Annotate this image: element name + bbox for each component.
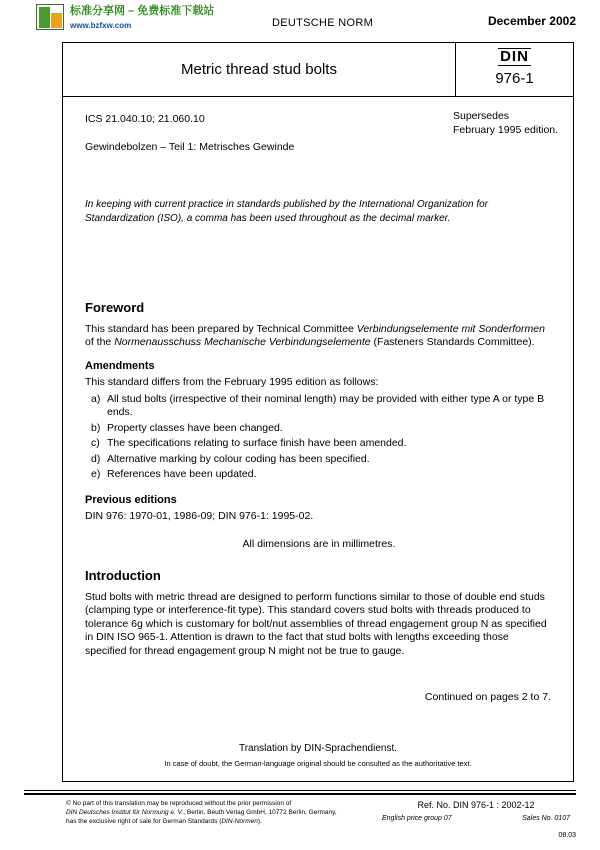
document-frame [62, 42, 574, 782]
publication-date: December 2002 [487, 14, 576, 28]
translation-block [63, 743, 573, 768]
amendments-list [85, 393, 553, 482]
list-item-text: All stud bolts (irrespective of their nominal length) may be provided with either type A or type B ends. [107, 392, 545, 418]
copyright-line-3a: has the exclusive right of sale for German Standards ( [66, 818, 222, 825]
din-number: 976-1 [495, 70, 534, 87]
foreword-text-mid: of the [85, 336, 115, 348]
title-block [63, 43, 573, 97]
list-marker: a) [91, 392, 101, 405]
list-item-text: The specifications relating to surface finish have been amended. [107, 437, 407, 449]
foreword-heading: Foreword [85, 300, 145, 315]
copyright-notice [66, 799, 366, 826]
list-marker: c) [91, 437, 100, 449]
foreword-paragraph [85, 323, 553, 350]
supersedes-block [453, 109, 558, 137]
translation-credit: Translation by DIN-Sprachendienst. [238, 743, 398, 754]
list-marker: d) [91, 452, 101, 465]
deutsche-norm-label: DEUTSCHE NORM [272, 17, 374, 29]
site-banner [0, 0, 600, 34]
foreword-text-post: (Fasteners Standards Committee). [370, 336, 535, 348]
copyright-line-3 [66, 817, 366, 826]
list-item [85, 422, 553, 436]
copyright-institute: DIN Deutsches Institut für Normung e. V. [66, 809, 184, 816]
list-item [85, 468, 553, 482]
continued-note: Continued on pages 2 to 7. [424, 691, 551, 703]
introduction-heading: Introduction [85, 568, 161, 583]
page-code: 08.03 [558, 832, 576, 839]
list-item [85, 453, 553, 467]
previous-editions-heading: Previous editions [85, 493, 177, 506]
supersedes-label: Supersedes [453, 110, 510, 122]
copyright-line-2b: , Berlin, Beuth Verlag GmbH, 10772 Berlin, Germany, [183, 809, 337, 816]
supersedes-edition: February 1995 edition. [453, 124, 559, 136]
list-marker: b) [91, 421, 101, 434]
amendments-intro: This standard differs from the February 1995 edition as follows: [85, 376, 379, 388]
sales-number: Sales No. 0107 [522, 815, 570, 822]
amendments-heading: Amendments [85, 359, 155, 372]
reference-block [376, 800, 576, 822]
site-banner-url[interactable]: www.bzfxw.com [70, 21, 132, 30]
document-body [85, 301, 553, 668]
german-title: Gewindebolzen – Teil 1: Metrisches Gewinde [85, 141, 295, 153]
ics-codes: ICS 21.040.10; 21.060.10 [85, 113, 205, 125]
site-banner-text [70, 2, 270, 30]
dimensions-note: All dimensions are in millimetres. [242, 537, 396, 550]
price-sales-row [376, 815, 576, 822]
foreword-committee-name: Verbindungselemente mit Sonderformen [356, 322, 545, 335]
list-item-text: Property classes have been changed. [107, 421, 283, 434]
page-title: Metric thread stud bolts [181, 61, 337, 78]
price-group: English price group 07 [382, 815, 452, 822]
list-item-text: Alternative marking by colour coding has been specified. [107, 452, 370, 465]
site-banner-title: 标准分享网 – 免费标准下载站 [70, 5, 215, 17]
introduction-text: Stud bolts with metric thread are designed to perform functions similar to those of double end studs (clamping type or interference-fit type). This standard covers stud bolts with threads produced to tolerance 6g which is customary for bolt/nut assemblies of thread engagement group N as specified in DIN ISO 965-1. Attention is drawn to the fact that stud bolts with lengths exceeding those specified for thread engagement group N might not be true to gauge. [85, 590, 547, 657]
site-logo-icon [36, 4, 64, 30]
list-item [85, 393, 553, 420]
foreword-committee-german: Normenausschuss Mechanische Verbindungselemente [114, 336, 371, 348]
footer-divider-thin [24, 790, 576, 791]
copyright-line-3c: ). [257, 818, 262, 825]
iso-decimal-marker-note: In keeping with current practice in standards published by the International Organization for Standardization (ISO), a comma has been used throughout as the decimal marker. [85, 199, 489, 224]
footer-divider-thick [24, 793, 576, 795]
list-item [85, 437, 553, 451]
reference-number: Ref. No. DIN 976-1 : 2002-12 [417, 800, 535, 810]
din-designation-block [455, 43, 573, 96]
translation-disclaimer: In case of doubt, the German-language original should be consulted as the authoritative text. [164, 759, 472, 768]
list-marker: e) [91, 468, 101, 480]
introduction-section [85, 569, 553, 658]
copyright-din-normen: DIN-Normen [221, 818, 258, 825]
foreword-text-pre: This standard has been prepared by Technical Committee [85, 322, 357, 335]
copyright-line-2 [66, 808, 366, 817]
din-label: DIN [500, 48, 529, 65]
copyright-line-1: © No part of this translation may be reproduced without the prior permission of [66, 800, 292, 807]
list-item-text: References have been updated. [107, 468, 257, 480]
previous-editions-text: DIN 976: 1970-01, 1986-09; DIN 976-1: 1995-02. [85, 510, 314, 522]
